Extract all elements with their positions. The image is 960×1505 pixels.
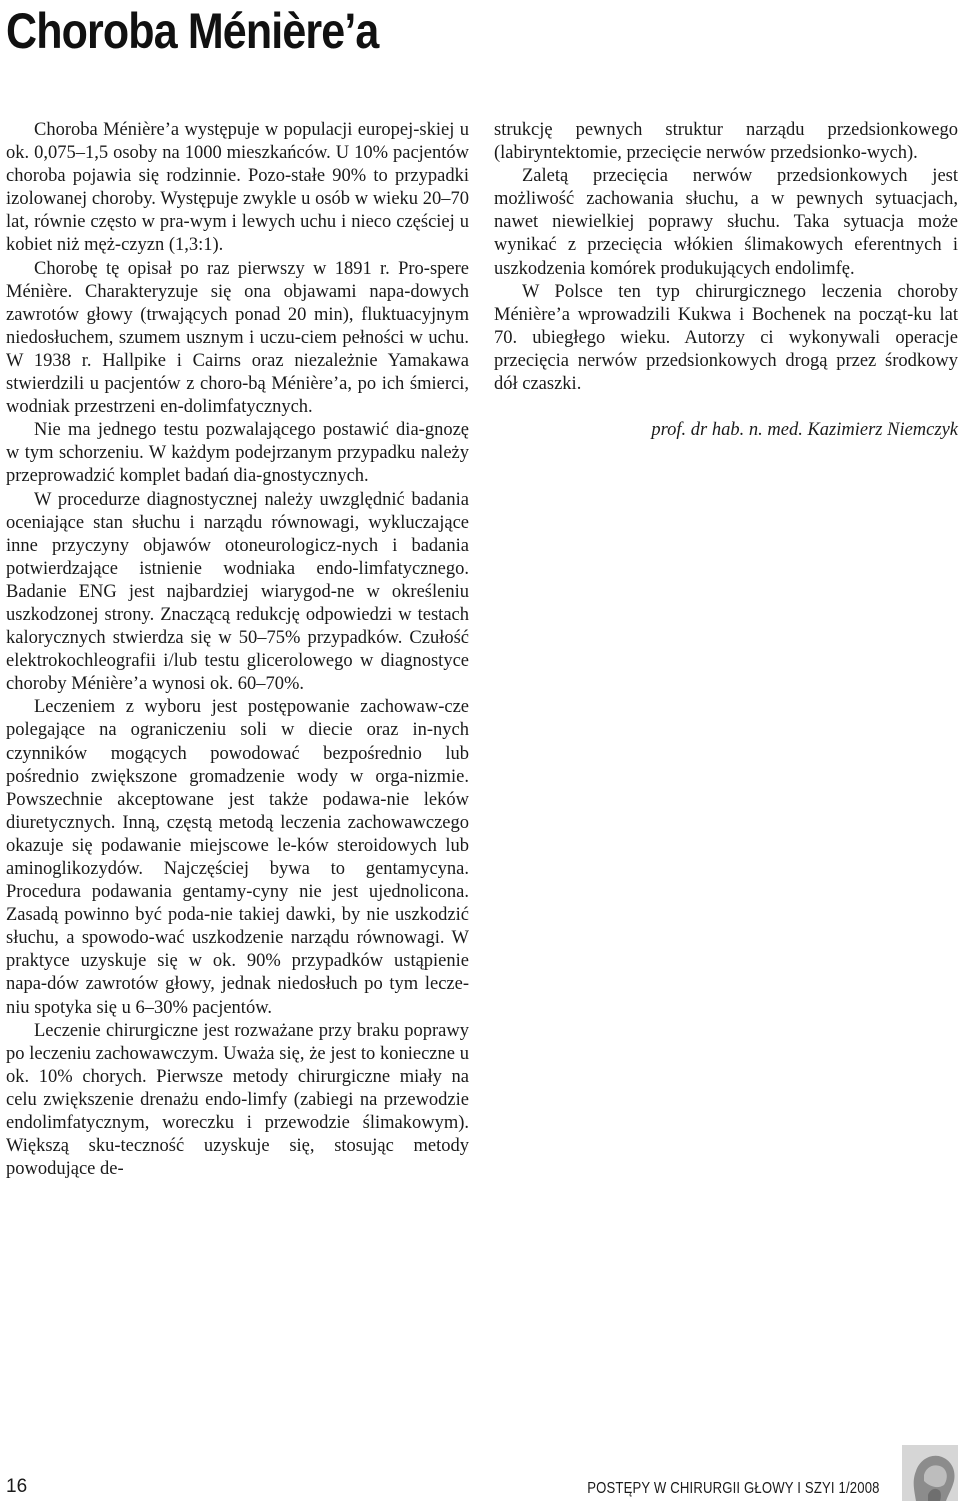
paragraph: Choroba Ménière’a występuje w populacji europej-skiej u ok. 0,075–1,5 osoby na 1000 mieszkańców. U 10% pacjentów choroba pojawia się rodzinnie. Pozo-stałe 90% to przypadki izolowanej choroby. Występuje zwykle u osób w wieku 20–70 lat, równie często w pra-wym i lewych uchu i nieco częściej u kobiet niż męż-czyzn (1,3:1). (6, 120, 469, 256)
left-column (6, 119, 469, 1181)
right-column (494, 119, 958, 442)
author-signature: prof. dr hab. n. med. Kazimierz Niemczyk (651, 420, 958, 441)
paragraph: strukcję pewnych struktur narządu przedsionkowego (labiryntektomie, przecięcie nerwów przedsionko-wych). (494, 120, 958, 164)
journal-logo-icon (902, 1445, 958, 1501)
paragraph: Leczeniem z wyboru jest postępowanie zachowaw-cze polegające na ograniczeniu soli w diecie oraz in-nych czynników mogących powodować bezpośrednio lub pośrednio zwiększone gromadzenie wody w orga-nizmie. Powszechnie akceptowane jest także podawa-nie leków diuretycznych. Inną, częstą metodą leczenia zachowawczego okazuje się podawanie miejscowe le-ków steroidowych lub aminoglikozydów. Najczęściej bywa to gentamycyna. Procedura podawania gentamy-cyny nie jest ujednolicona. Zasadą powinno być poda-nie takiej dawki, by nie uszkodzić słuchu, a spowodo-wać uszkodzenie narządu równowagi. W praktyce uzyskuje się w ok. 90% przypadków ustąpienie napa-dów zawrotów głowy, jednak niedosłuch po tym lecze-niu spotyka się u 6–30% pacjentów. (6, 697, 469, 1018)
paragraph: W procedurze diagnostycznej należy uwzględnić badania oceniające stan słuchu i narządu równowagi, wykluczające inne przyczyny objawów otoneurologicz-nych i badania potwierdzające istnienie wodniaka endo-limfatycznego. Badanie ENG jest najbardziej wiarygod-ne w określeniu uszkodzonej strony. Znaczącą redukcję odpowiedzi w testach kalorycznych stwierdza się w 50–75% przypadków. Czułość elektrokochleografii i/lub testu glicerolowego w diagnostyce choroby Ménière’a wynosi ok. 60–70%. (6, 489, 469, 695)
paragraph: Leczenie chirurgiczne jest rozważane przy braku poprawy po leczeniu zachowawczym. Uważa się, że jest to konieczne u ok. 10% chorych. Pierwsze metody chirurgiczne miały na celu zwiększenie drenażu endo-limfy (zabiegi na przewodzie endolimfatycznym, woreczku i przewodzie ślimakowym). Większą sku-teczność uzyskuje się, stosując metody powodujące de- (6, 1020, 469, 1180)
journal-name: POSTĘPY W CHIRURGII GŁOWY I SZYI 1/2008 (587, 1480, 880, 1497)
paragraph: W Polsce ten typ chirurgicznego leczenia choroby Ménière’a wprowadzili Kukwa i Bochenek na począt-ku lat 70. ubiegłego wieku. Autorzy ci wykonywali operacje przecięcia nerwów przedsionkowych drogą przez środkowy dół czaszki. (494, 281, 958, 395)
article-title: Choroba Ménière’a (6, 3, 379, 59)
paragraph: Chorobę tę opisał po raz pierwszy w 1891 r. Pro-spere Ménière. Charakteryzuje się ona objawami napa-dowych zawrotów głowy (trwających ponad 20 min), fluktuacyjnym niedosłuchem, szumem usznym i uczu-ciem pełności w uchu. W 1938 r. Hallpike i Cairns oraz niezależnie Yamakawa stwierdzili u pacjentów z choro-bą Ménière’a, po ich śmierci, wodniak przestrzeni en-dolimfatycznych. (6, 258, 469, 418)
paragraph: Nie ma jednego testu pozwalającego postawić dia-gnozę w tym schorzeniu. W każdym podejrzanym przypadku należy przeprowadzić komplet badań dia-gnostycznych. (6, 420, 469, 487)
paragraph: Zaletą przecięcia nerwów przedsionkowych jest możliwość zachowania słuchu, a w pewnych sytuacjach, nawet niewielkiej poprawy słuchu. Taka sytuacja może wynikać z przecięcia włókien ślimakowych eferentnych i uszkodzenia komórek produkujących endolimfę. (494, 166, 958, 279)
page-number: 16 (6, 1476, 28, 1497)
